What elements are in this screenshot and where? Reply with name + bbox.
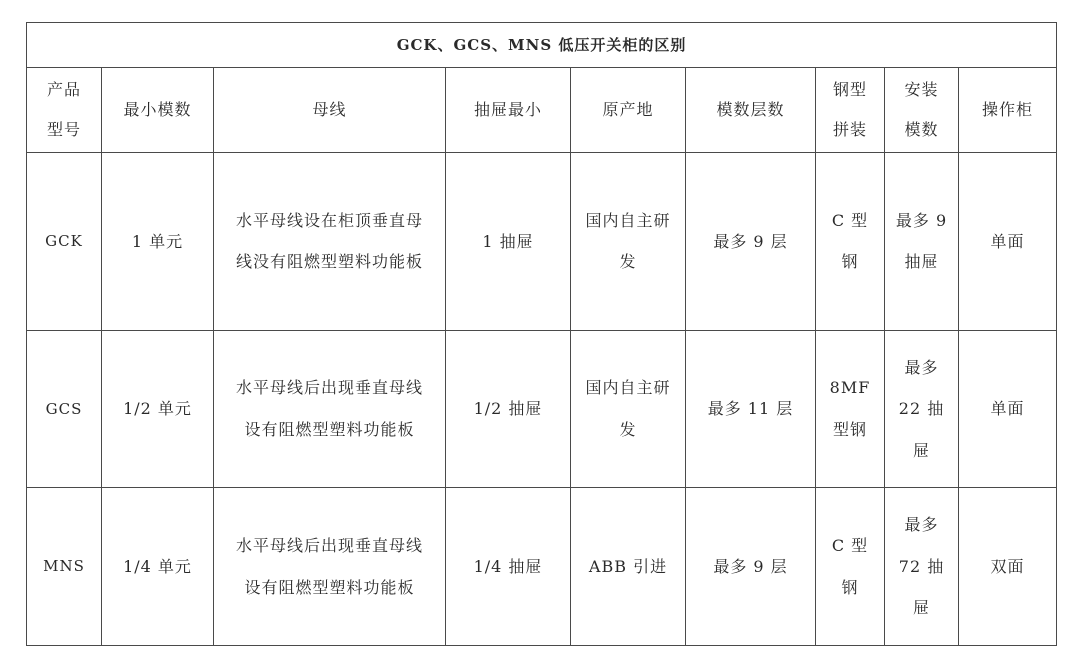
cell-product-model (27, 153, 102, 331)
cell-text-line: 国内自主研 (585, 210, 671, 230)
cell-text-line: 水平母线设在柜顶垂直母 (235, 210, 423, 230)
cell-module-layers (686, 488, 816, 646)
table-row (27, 330, 1057, 488)
cell-text-line: 1/2 抽屉 (473, 399, 543, 419)
cell-text-line: 水平母线后出现垂直母线 (235, 536, 423, 556)
cell-steel-assembly (816, 330, 885, 488)
cell-text-line: 72 抽 (898, 556, 945, 576)
header-steel-assembly (816, 68, 885, 153)
header-text-line: 最小模数 (123, 100, 192, 119)
cell-text-line: 水平母线后出现垂直母线 (235, 378, 423, 398)
header-operation-cabinet (959, 68, 1057, 153)
cell-steel-assembly (816, 488, 885, 646)
header-text-line: 产品 (46, 80, 81, 99)
cell-min-module (102, 488, 214, 646)
cell-text-line: 1/4 抽屉 (473, 556, 543, 576)
header-row (27, 68, 1057, 153)
cell-busbar (214, 488, 446, 646)
cell-text-line: GCK (45, 231, 83, 250)
cell-text-line: 最多 9 (895, 210, 948, 230)
cell-text-line: 型钢 (832, 420, 867, 440)
cell-text-line: 钢 (841, 252, 859, 272)
header-module-layers (686, 68, 816, 153)
cell-text-line: 1 抽屉 (482, 231, 534, 251)
cell-origin (571, 330, 686, 488)
cell-text-line: 1/4 单元 (123, 556, 192, 576)
header-text-line: 拼装 (832, 120, 867, 139)
cell-module-layers (686, 153, 816, 331)
cell-origin (571, 153, 686, 331)
cell-text-line: 22 抽 (898, 399, 945, 419)
header-busbar (214, 68, 446, 153)
cell-text-line: 单面 (990, 399, 1025, 419)
cell-text-line: 线没有阻燃型塑料功能板 (235, 252, 423, 272)
table-row (27, 153, 1057, 331)
cell-text-line: GCS (45, 399, 83, 418)
cell-busbar (214, 330, 446, 488)
cell-text-line: C 型 (831, 210, 869, 230)
cell-text-line: C 型 (831, 536, 869, 556)
cell-text-line: 1/2 单元 (123, 399, 192, 419)
cell-text-line: 屉 (912, 440, 930, 460)
cell-min-module (102, 153, 214, 331)
cell-text-line: 最多 9 层 (713, 556, 788, 576)
cell-text-line: 设有阻燃型塑料功能板 (244, 420, 415, 440)
table-row (27, 488, 1057, 646)
cell-text-line: 最多 9 层 (713, 231, 788, 251)
cell-operation-cabinet (959, 488, 1057, 646)
header-text-line: 模数层数 (716, 100, 785, 119)
cell-install-module (885, 330, 959, 488)
header-min-drawer (446, 68, 571, 153)
cell-text-line: 最多 (904, 515, 939, 535)
cell-install-module (885, 153, 959, 331)
header-text-line: 母线 (312, 100, 347, 119)
cell-origin (571, 488, 686, 646)
cell-text-line: 屉 (912, 598, 930, 618)
header-text-line: 操作柜 (982, 100, 1034, 119)
cell-product-model (27, 488, 102, 646)
header-min-module (102, 68, 214, 153)
cell-min-drawer (446, 153, 571, 331)
comparison-table (26, 22, 1057, 646)
cell-text-line: ABB 引进 (588, 556, 668, 576)
cell-busbar (214, 153, 446, 331)
header-text-line: 原产地 (602, 100, 654, 119)
table-body (27, 153, 1057, 646)
cell-text-line: 设有阻燃型塑料功能板 (244, 577, 415, 597)
cell-text-line: 抽屉 (904, 252, 939, 272)
header-product-model (27, 68, 102, 153)
cell-text-line: 1 单元 (131, 231, 184, 251)
cell-text-line: 8MF (829, 378, 871, 398)
cell-min-drawer (446, 488, 571, 646)
cell-operation-cabinet (959, 153, 1057, 331)
header-text-line: 安装 (904, 80, 939, 99)
cell-min-module (102, 330, 214, 488)
header-text-line: 型号 (46, 120, 81, 139)
cell-text-line: 钢 (841, 577, 859, 597)
cell-text-line: 单面 (990, 231, 1025, 251)
header-origin (571, 68, 686, 153)
cell-install-module (885, 488, 959, 646)
header-text-line: 抽屉最小 (473, 100, 542, 119)
comparison-document (26, 22, 1056, 646)
cell-text-line: 发 (619, 420, 637, 440)
cell-text-line: 最多 (904, 357, 939, 377)
table-title: GCK、GCS、MNS 低压开关柜的区别 (27, 23, 1057, 68)
cell-text-line: 双面 (990, 556, 1025, 576)
cell-text-line: 发 (619, 252, 637, 272)
cell-product-model (27, 330, 102, 488)
header-install-module (885, 68, 959, 153)
cell-module-layers (686, 330, 816, 488)
cell-min-drawer (446, 330, 571, 488)
cell-text-line: 国内自主研 (585, 378, 671, 398)
header-text-line: 钢型 (832, 80, 867, 99)
cell-text-line: MNS (43, 557, 85, 576)
header-text-line: 模数 (904, 120, 939, 139)
cell-steel-assembly (816, 153, 885, 331)
cell-text-line: 最多 11 层 (707, 399, 794, 419)
cell-operation-cabinet (959, 330, 1057, 488)
